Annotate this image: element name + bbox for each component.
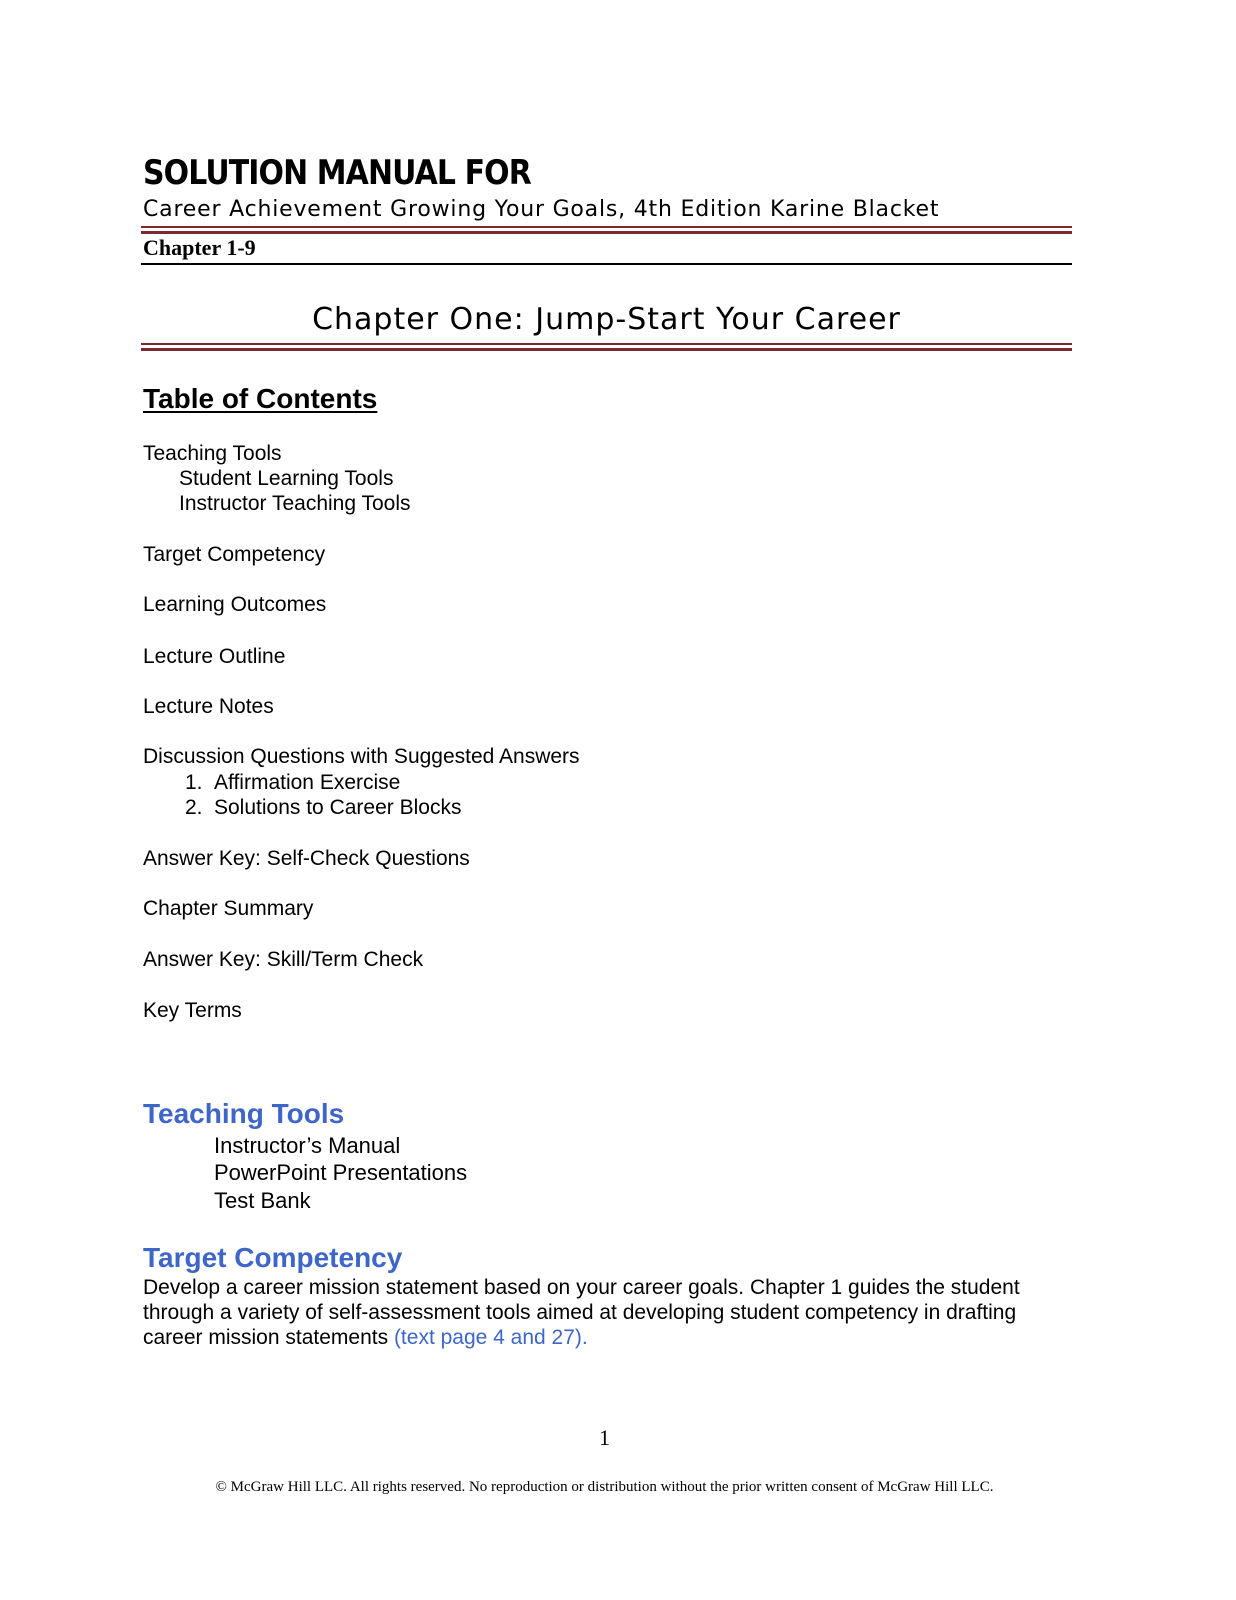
toc-item-answer-key-self-check: Answer Key: Self-Check Questions bbox=[143, 847, 470, 870]
toc-item-key-terms: Key Terms bbox=[143, 999, 242, 1022]
target-competency-line: through a variety of self-assessment tools aimed at developing student competency in drafting bbox=[143, 1301, 1017, 1324]
book-subtitle: Career Achievement Growing Your Goals, 4th Edition Karine Blacket bbox=[143, 197, 940, 222]
target-competency-line: Develop a career mission statement based on your career goals. Chapter 1 guides the student bbox=[143, 1276, 1020, 1299]
chapter-heading: Chapter One: Jump-Start Your Career bbox=[312, 302, 901, 337]
chapter-double-rule bbox=[141, 343, 1072, 351]
toc-item-student-learning-tools: Student Learning Tools bbox=[179, 467, 394, 490]
toc-item-learning-outcomes: Learning Outcomes bbox=[143, 593, 327, 616]
manual-title: SOLUTION MANUAL FOR bbox=[143, 153, 531, 193]
teaching-tool-item: Test Bank bbox=[214, 1188, 311, 1213]
toc-item-teaching-tools: Teaching Tools bbox=[143, 442, 282, 465]
toc-item-chapter-summary: Chapter Summary bbox=[143, 897, 314, 920]
toc-dq-number: 2. bbox=[185, 796, 203, 819]
toc-dq-number: 1. bbox=[185, 771, 203, 794]
copyright-notice: © McGraw Hill LLC. All rights reserved. No reproduction or distribution without the prior written consent of McGraw Hill LLC. bbox=[215, 1479, 994, 1495]
toc-item-lecture-notes: Lecture Notes bbox=[143, 695, 274, 718]
text-page-reference-link[interactable]: (text page 4 and 27). bbox=[393, 1326, 588, 1349]
page-number: 1 bbox=[599, 1425, 610, 1450]
target-competency-line bbox=[143, 1325, 588, 1350]
target-competency-line3-text: career mission statements bbox=[143, 1326, 394, 1349]
toc-dq-item-affirmation: Affirmation Exercise bbox=[214, 771, 401, 794]
toc-item-target-competency: Target Competency bbox=[143, 543, 326, 566]
toc-dq-item-career-blocks: Solutions to Career Blocks bbox=[214, 796, 462, 819]
header-double-rule bbox=[141, 226, 1072, 234]
chapter-range: Chapter 1-9 bbox=[143, 235, 256, 260]
teaching-tool-item: Instructor’s Manual bbox=[214, 1133, 401, 1158]
toc-item-instructor-teaching-tools: Instructor Teaching Tools bbox=[179, 492, 411, 515]
header-single-rule bbox=[141, 263, 1072, 265]
target-competency-heading: Target Competency bbox=[143, 1242, 403, 1273]
teaching-tool-item: PowerPoint Presentations bbox=[214, 1160, 468, 1185]
teaching-tools-heading: Teaching Tools bbox=[143, 1098, 345, 1129]
toc-item-lecture-outline: Lecture Outline bbox=[143, 645, 286, 668]
toc-heading: Table of Contents bbox=[143, 383, 378, 414]
toc-item-answer-key-skill-term: Answer Key: Skill/Term Check bbox=[143, 948, 424, 971]
toc-item-discussion-questions: Discussion Questions with Suggested Answers bbox=[143, 745, 580, 768]
